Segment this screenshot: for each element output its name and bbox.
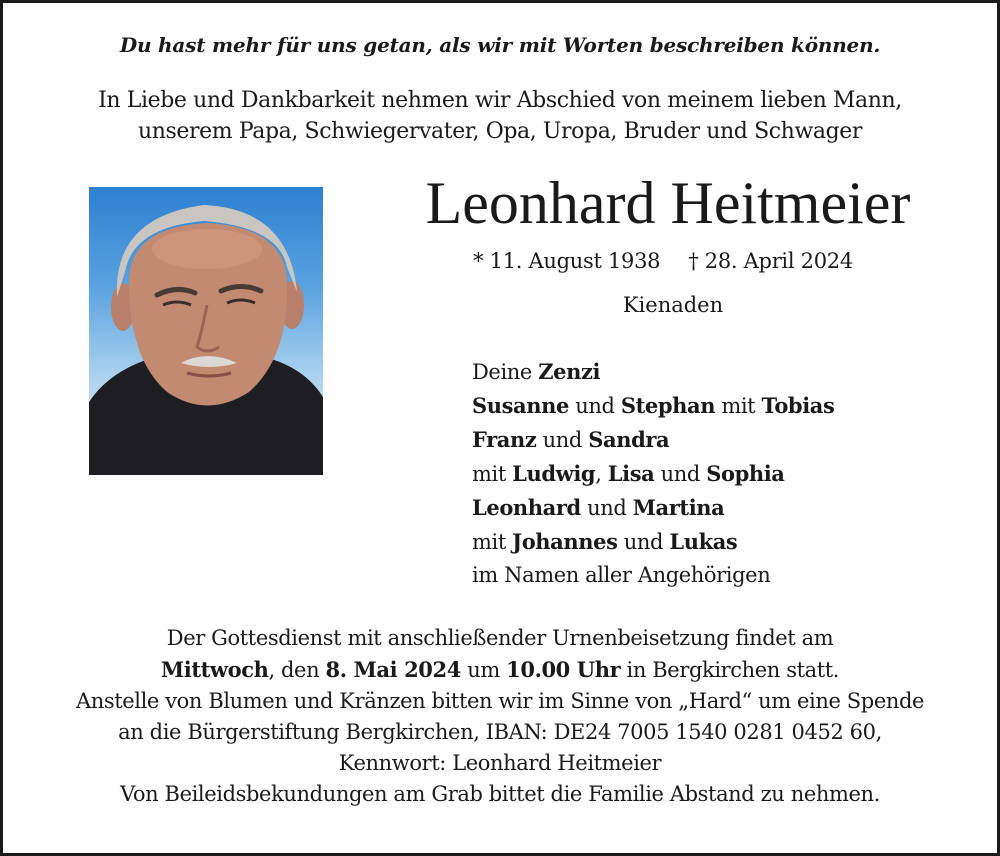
intro-line: In Liebe und Dankbarkeit nehmen wir Abschied von meinem lieben Mann, [98,88,902,113]
service-information [3,623,997,810]
intro-line: unserem Papa, Schwiegervater, Opa, Uropa, Bruder und Schwager [137,119,863,144]
residence-place: Kienaden [622,293,724,317]
donation-line: Kennwort: Leonhard Heitmeier [338,751,662,775]
mourner-name: Susanne [472,393,569,418]
mourner-name: Ludwig [512,461,596,486]
mourner-name: Franz [472,427,537,452]
mourner-text: mit [472,530,513,554]
mourner-line [472,423,834,457]
mourner-text: mit [715,394,762,418]
mourner-line [472,525,834,559]
mourner-name: Johannes [512,529,618,554]
life-dates [363,249,963,273]
mourner-line [472,491,834,525]
mourner-text: und [617,530,670,554]
donation-line: Anstelle von Blumen und Kränzen bitten wir im Sinne von „Hard“ um eine Spende [75,689,925,713]
mourner-name: Sandra [588,427,670,452]
service-text: um [460,658,507,682]
mourner-name: Martina [632,495,725,520]
service-text: in Bergkirchen statt. [620,658,840,682]
mourner-text: und [580,496,633,520]
service-text: , den [268,658,326,682]
mourner-name: Tobias [761,393,835,418]
mourner-name: Sophia [706,461,785,486]
mourner-text: , [595,462,608,486]
mourner-line [472,457,834,491]
mourner-text: und [654,462,707,486]
birth-date: * 11. August 1938 [473,249,661,273]
service-line [3,654,997,686]
mourner-name: Lisa [607,461,655,486]
mourner-line: im Namen aller Angehörigen [472,563,771,587]
mourner-text: und [568,394,621,418]
mourner-name: Zenzi [538,359,601,384]
donation-line: an die Bürgerstiftung Bergkirchen, IBAN: DE24 7005 1540 0281 0452 60, [118,720,882,744]
mourner-line [472,355,834,389]
service-date: 8. Mai 2024 [325,657,461,682]
mourner-name: Leonhard [472,495,581,520]
portrait-photo [89,187,323,475]
motto-quote: Du hast mehr für uns getan, als wir mit Worten beschreiben können. [119,33,881,57]
mourner-text: und [536,428,589,452]
mourner-text: mit [472,462,513,486]
mourner-name: Lukas [669,529,738,554]
service-line: Der Gottesdienst mit anschließender Urnenbeisetzung findet am [166,626,834,650]
service-day: Mittwoch [160,657,269,682]
mourner-text: Deine [472,360,539,384]
mourners-list [472,355,834,592]
condolence-note: Von Beileidsbekundungen am Grab bittet die Familie Abstand zu nehmen. [120,782,880,806]
mourner-line [472,389,834,423]
service-time: 10.00 Uhr [506,657,621,682]
mourner-name: Stephan [620,393,716,418]
intro-text [3,85,997,147]
death-date: † 28. April 2024 [688,249,853,273]
deceased-name: Leonhard Heitmeier [425,170,911,236]
